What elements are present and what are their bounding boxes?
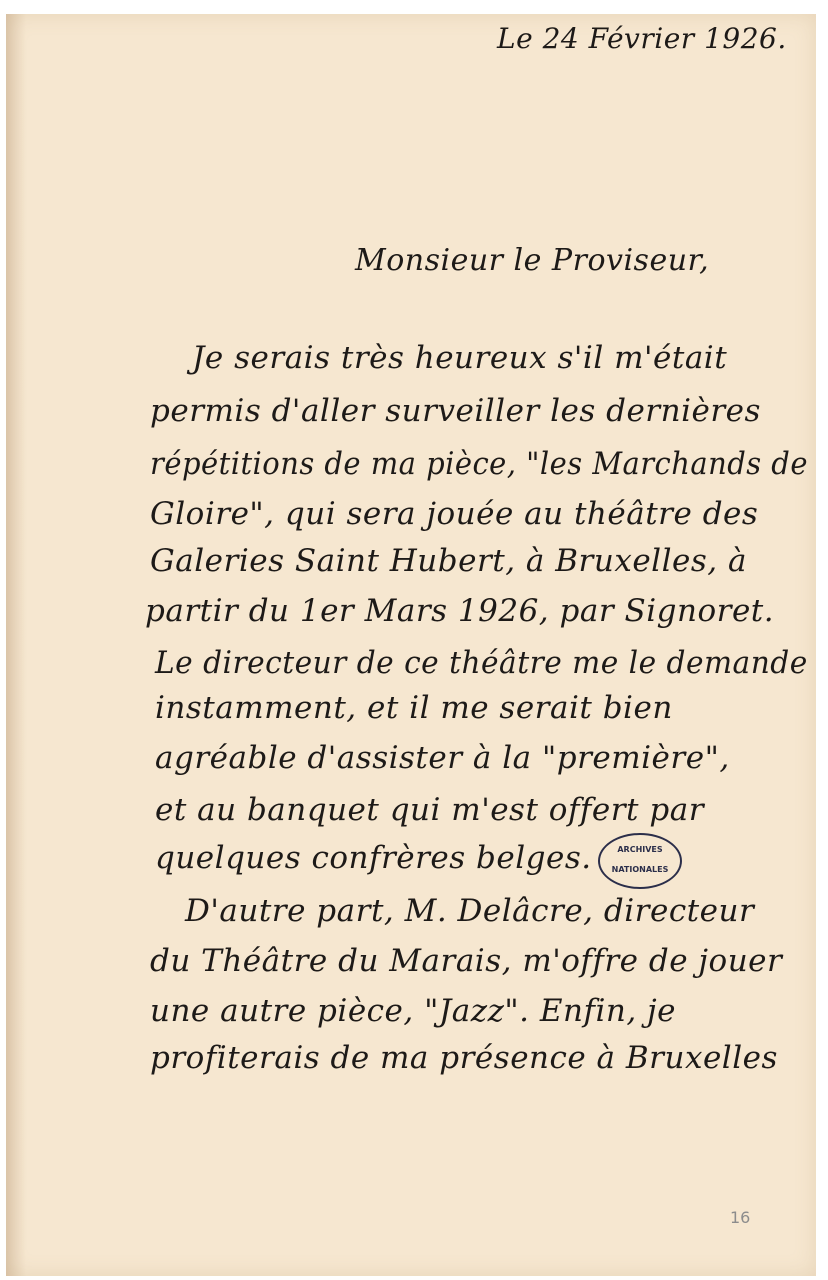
archives-stamp — [598, 833, 682, 889]
letter-salutation: Monsieur le Proviseur, — [355, 243, 710, 278]
letter-line-6: partir du 1er Mars 1926, par Signoret. — [145, 593, 775, 629]
letter-line-13: du Théâtre du Marais, m'offre de jouer — [150, 943, 783, 979]
letter-line-1: Je serais très heureux s'il m'était — [192, 340, 728, 376]
letter-line-5: Galeries Saint Hubert, à Bruxelles, à — [150, 543, 747, 579]
letter-line-15: profiterais de ma présence à Bruxelles — [150, 1040, 778, 1076]
letter-line-7: Le directeur de ce théâtre me le demande — [155, 645, 808, 681]
stamp-text-top: ARCHIVES — [617, 845, 663, 854]
letter-line-3: répétitions de ma pièce, "les Marchands de — [150, 446, 808, 482]
letter-line-4: Gloire", qui sera jouée au théâtre des — [150, 496, 759, 532]
stamp-text-bottom: NATIONALES — [611, 865, 669, 874]
page-edge-shadow — [6, 14, 26, 1276]
letter-line-8: instamment, et il me serait bien — [155, 690, 673, 726]
letter-line-10: et au banquet qui m'est offert par — [155, 792, 705, 828]
letter-line-12: D'autre part, M. Delâcre, directeur — [185, 893, 755, 929]
letter-line-2: permis d'aller surveiller les dernières — [150, 393, 761, 429]
letter-date: Le 24 Février 1926. — [497, 22, 787, 55]
page-number: 16 — [730, 1208, 751, 1227]
letter-line-9: agréable d'assister à la "première", — [155, 740, 730, 776]
letter-line-11: quelques confrères belges. — [155, 840, 592, 876]
letter-line-14: une autre pièce, "Jazz". Enfin, je — [150, 993, 676, 1029]
